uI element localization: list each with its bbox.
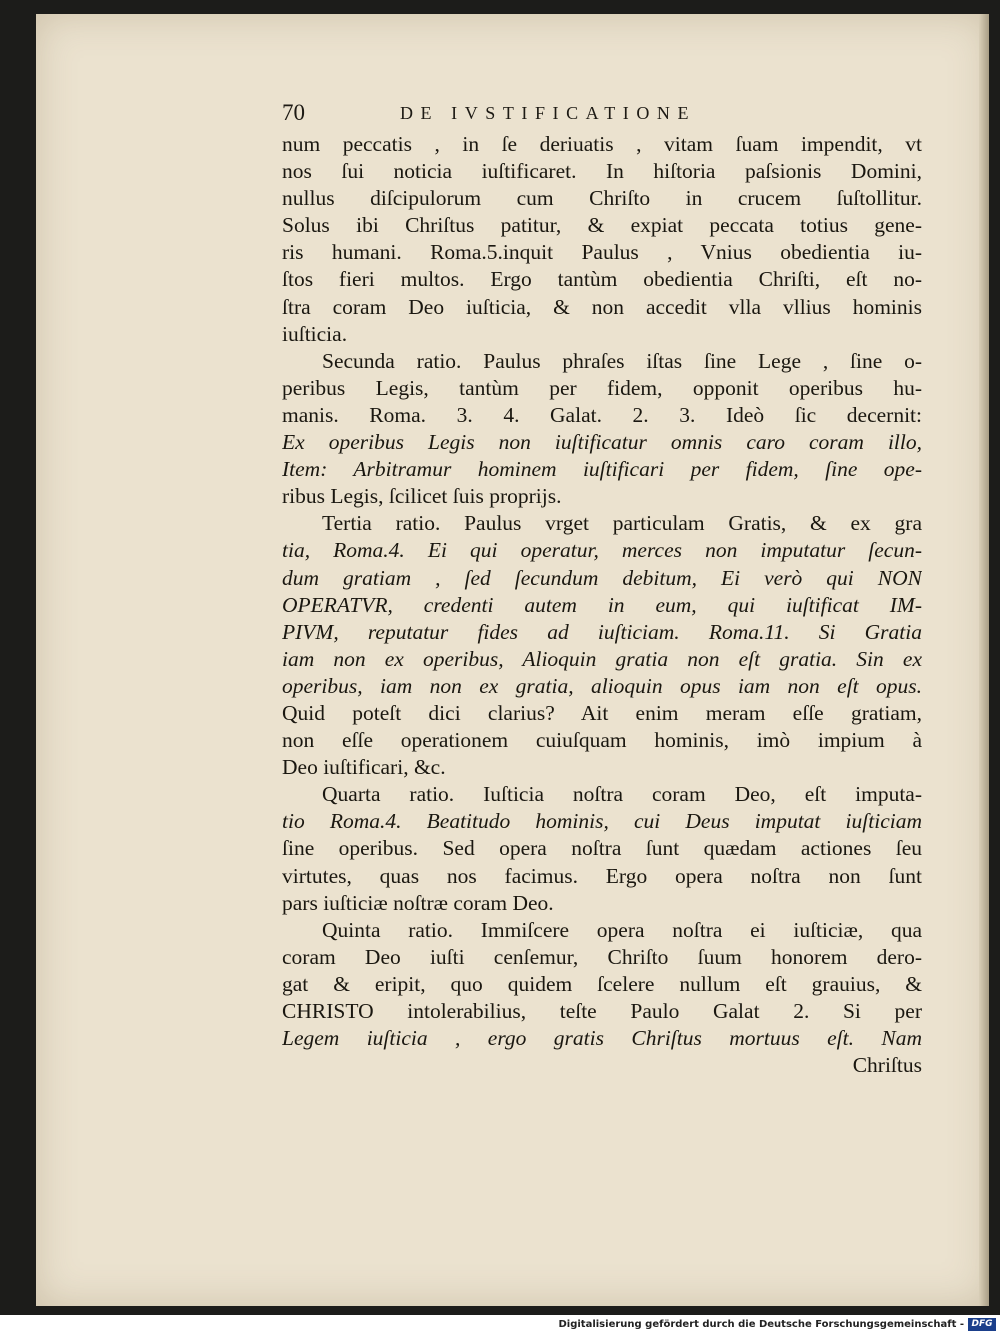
text-line: Secunda ratio. Paulus phraſes iſtas ſine Lege , ſine o- [322, 348, 922, 373]
text-line: ſtos fieri multos. Ergo tantùm obedientia Chriſti, eſt no- [282, 267, 922, 292]
text-line: tio Roma.4. Beatitudo hominis, cui Deus imputat iuſticiam [282, 809, 922, 834]
running-title: DE IVSTIFICATIONE [400, 103, 697, 123]
text-line: iam non ex operibus, Alioquin gratia non eſt gratia. Sin ex [282, 646, 922, 671]
page-edge [979, 14, 989, 1306]
text-line: non eſſe operationem cuiuſquam hominis, imò impium à [282, 728, 922, 753]
digitization-credit: Digitalisierung gefördert durch die Deutsche Forschungsgemeinschaft - [558, 1319, 964, 1330]
text-line: ribus Legis, ſcilicet ſuis proprijs. [282, 484, 562, 509]
text-line: nos ſui noticia iuſtificaret. In hiſtoria paſsionis Domini, [282, 159, 922, 184]
text-line: manis. Roma. 3. 4. Galat. 2. 3. Ideò ſic decernit: [282, 402, 922, 427]
text-line: Tertia ratio. Paulus vrget particulam Gratis, & ex gra [322, 511, 922, 536]
text-line: coram Deo iuſti cenſemur, Chriſto ſuum honorem dero- [282, 944, 922, 969]
text-line: Legem iuſticia , ergo gratis Chriſtus mortuus eſt. Nam [282, 1026, 922, 1051]
text-line: Quinta ratio. Immiſcere opera noſtra ei iuſticiæ, qua [322, 917, 922, 942]
text-line: Chriſtus [852, 1053, 922, 1078]
text-line: operibus, iam non ex gratia, alioquin opus iam non eſt opus. [282, 673, 922, 698]
text-line: nullus diſcipulorum cum Chriſto in crucem ſuſtollitur. [282, 186, 922, 211]
text-line: tia, Roma.4. Ei qui operatur, merces non imputatur ſecun- [282, 538, 922, 563]
text-line: Item: Arbitramur hominem iuſtificari per fidem, ſine ope- [282, 457, 922, 482]
text-line: PIVM, reputatur fides ad iuſticiam. Roma.11. Si Gratia [282, 619, 922, 644]
text-line: virtutes, quas nos facimus. Ergo opera noſtra non ſunt [282, 863, 922, 888]
text-line: peribus Legis, tantùm per fidem, opponit operibus hu- [282, 375, 922, 400]
text-line: Deo iuſtificari, &c. [282, 755, 446, 780]
footer-bar [0, 1315, 1000, 1335]
running-head [282, 100, 922, 130]
text-line: num peccatis , in ſe deriuatis , vitam ſuam impendit, vt [282, 132, 922, 156]
text-line: Solus ibi Chriſtus patitur, & expiat peccata totius gene- [282, 213, 922, 238]
text-line: OPERATVR, credenti autem in eum, qui iuſtificat IM- [282, 592, 922, 617]
text-line: dum gratiam , ſed ſecundum debitum, Ei verò qui NON [282, 565, 922, 590]
text-line: gat & eripit, quo quidem ſcelere nullum eſt grauius, & [282, 971, 922, 996]
text-line: Quarta ratio. Iuſticia noſtra coram Deo, eſt imputa- [322, 782, 922, 807]
text-line: iuſticia. [282, 321, 348, 346]
body-text [282, 131, 922, 1079]
text-line: pars iuſticiæ noſtræ coram Deo. [282, 890, 554, 915]
text-line: ſtra coram Deo iuſticia, & non accedit vlla vllius hominis [282, 294, 922, 319]
page-number: 70 [282, 100, 305, 125]
text-line: CHRISTO intolerabilius, teſte Paulo Galat 2. Si per [282, 999, 922, 1023]
text-line: ris humani. Roma.5.inquit Paulus , Vnius obedientia iu- [282, 240, 922, 265]
text-line: Ex operibus Legis non iuſtificatur omnis caro coram illo, [282, 430, 922, 455]
text-line: Quid poteſt dici clarius? Ait enim meram eſſe gratiam, [282, 700, 922, 725]
text-line: ſine operibus. Sed opera noſtra ſunt quædam actiones ſeu [282, 836, 922, 861]
dfg-logo: DFG [968, 1318, 996, 1331]
